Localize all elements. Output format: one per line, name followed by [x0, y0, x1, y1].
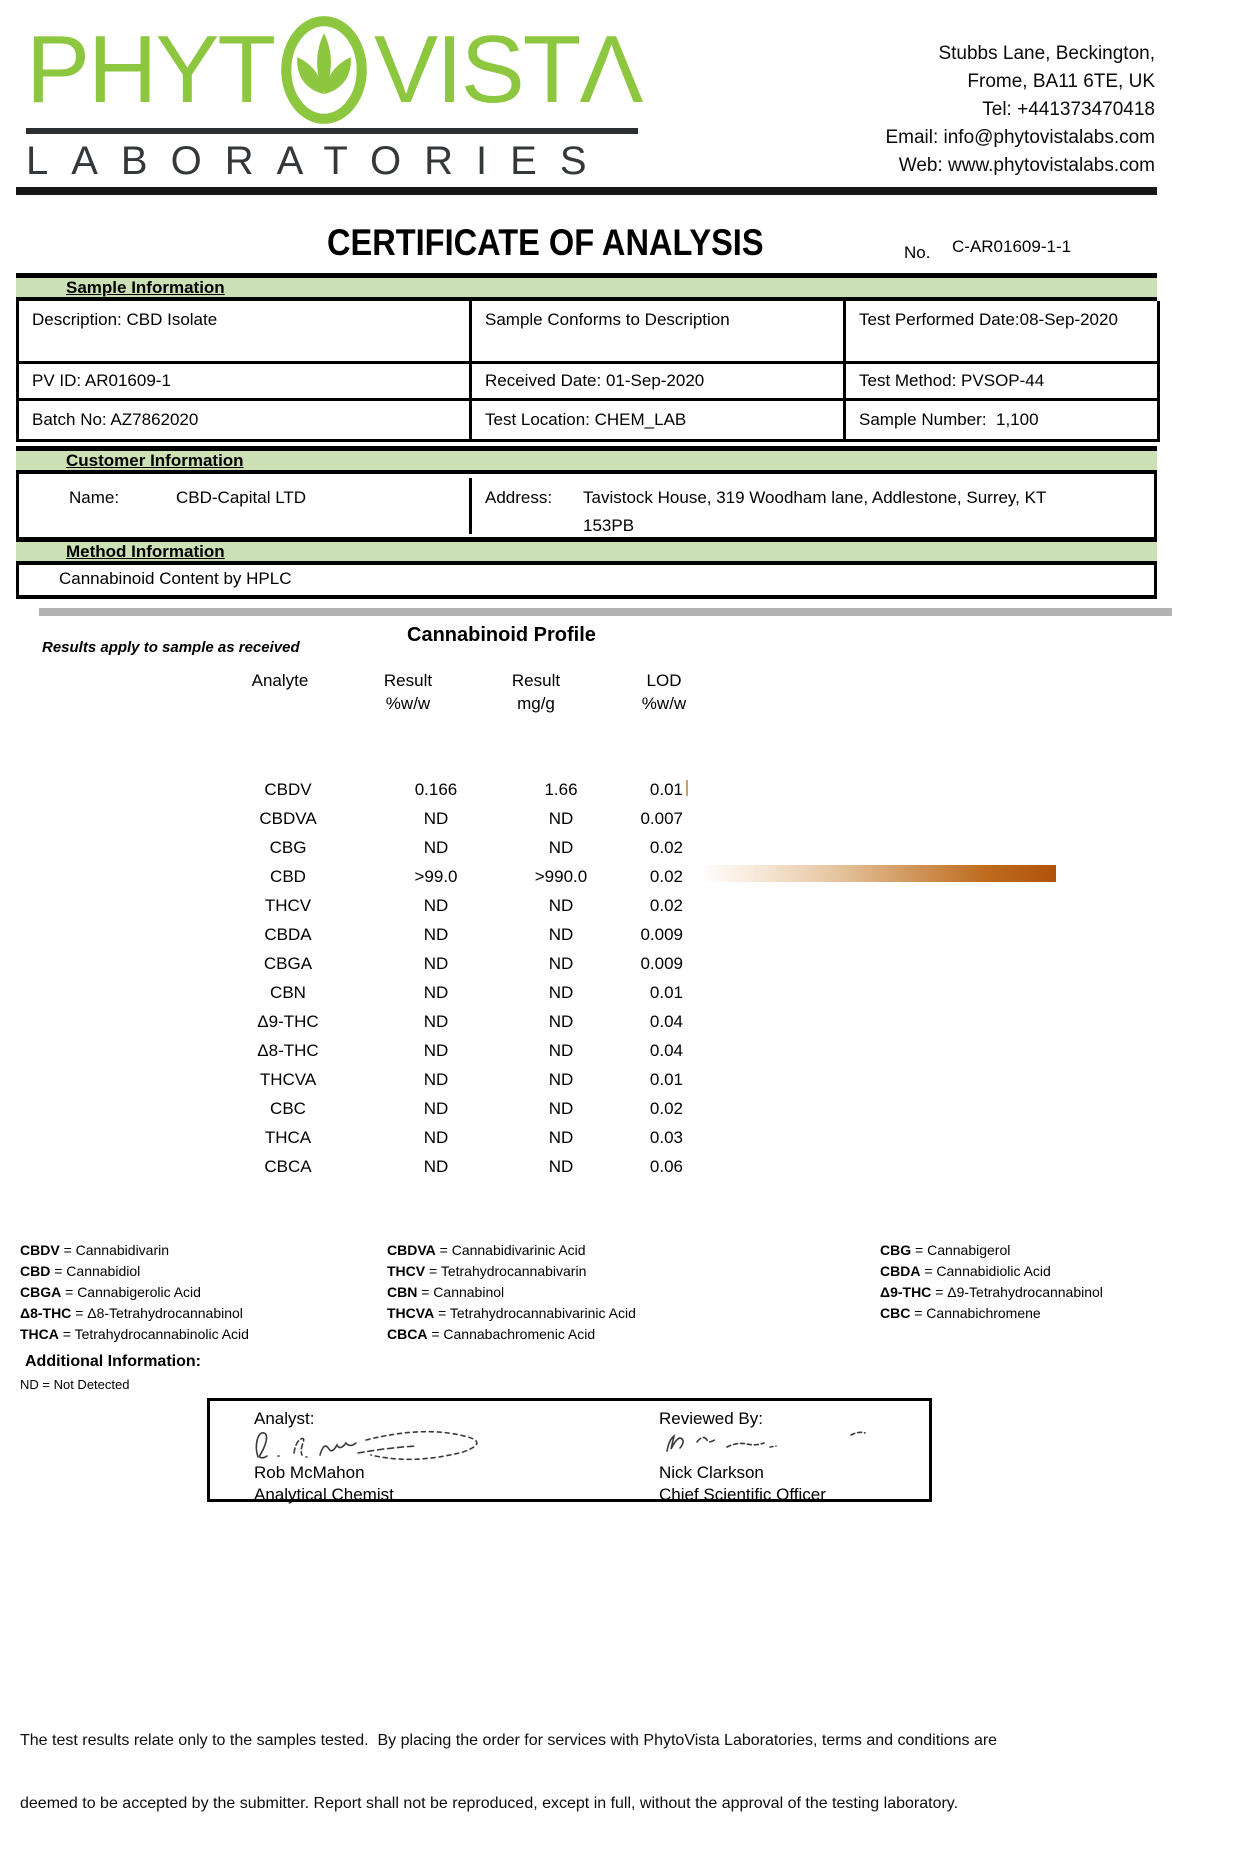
certificate-no-value: C-AR01609-1-1	[952, 237, 1072, 256]
sample-information-section	[16, 273, 1157, 442]
customer-information-header: Customer Information	[16, 446, 1157, 474]
lod-value: 0.02	[649, 867, 683, 886]
method-information-header: Method Information	[16, 537, 1157, 565]
result-mgg-value: ND	[548, 1012, 574, 1031]
column-header-analyte: Analyte	[251, 671, 309, 690]
result-row	[200, 1036, 683, 1065]
result-row	[200, 920, 683, 949]
profile-results-table	[200, 775, 683, 1181]
reviewer-signature	[655, 1427, 875, 1457]
analyte-name: CBN	[270, 983, 306, 1002]
result-pct-value: ND	[423, 983, 449, 1002]
lod-value: 0.02	[649, 838, 683, 857]
result-pct-value: >99.0	[414, 867, 458, 886]
result-row	[200, 891, 683, 920]
legend-item: Δ8-THC = Δ8-Tetrahydrocannabinol	[20, 1305, 243, 1321]
received-date-cell: Received Date: 01-Sep-2020	[471, 362, 845, 399]
analyst-job-title: Analytical Chemist	[254, 1485, 394, 1504]
result-pct-value: ND	[423, 809, 449, 828]
method-information-section	[16, 537, 1157, 599]
customer-box-divider	[469, 478, 472, 534]
result-mgg-value: ND	[548, 896, 574, 915]
certificate-no-label: No.	[904, 243, 931, 262]
footer-line-1: The test results relate only to the samples tested. By placing the order for services with PhytoVista Laboratories, terms and conditions are	[20, 1732, 998, 1749]
analyst-signature	[248, 1423, 508, 1467]
legend-item: CBCA = Cannabachromenic Acid	[387, 1326, 596, 1342]
signoff-box	[207, 1398, 932, 1502]
result-pct-value: ND	[423, 896, 449, 915]
legend-item: CBGA = Cannabigerolic Acid	[20, 1284, 201, 1300]
result-pct-value: ND	[423, 1012, 449, 1031]
sample-number-cell: Sample Number: 1,100	[845, 399, 1159, 440]
analyte-name: Δ8-THC	[257, 1041, 319, 1060]
cbd-highlight-gradient-bar	[700, 865, 1056, 882]
table-row	[18, 362, 1159, 399]
result-row	[200, 949, 683, 978]
result-row	[200, 1123, 683, 1152]
logo-wordmark	[26, 16, 642, 124]
legend-item: THCV = Tetrahydrocannabivarin	[387, 1263, 587, 1279]
contact-line: Frome, BA11 6TE, UK	[967, 71, 1155, 92]
logo-text-part3: Λ	[579, 16, 642, 123]
analyte-name: CBDVA	[259, 809, 317, 828]
lod-value: 0.009	[640, 925, 683, 944]
test-location-cell: Test Location: CHEM_LAB	[471, 399, 845, 440]
legend-item: CBD = Cannabidiol	[20, 1263, 141, 1279]
lab-contact-block	[885, 40, 1155, 180]
footer-line-2: deemed to be accepted by the submitter. Report shall not be reproduced, except in full, without the approval of the testing laboratory.	[20, 1795, 959, 1812]
additional-information-title: Additional Information:	[25, 1353, 201, 1370]
result-mgg-value: ND	[548, 925, 574, 944]
test-method-cell: Test Method: PVSOP-44	[845, 362, 1159, 399]
result-row	[200, 1065, 683, 1094]
column-header-lod: LOD %w/w	[641, 671, 687, 713]
legend-item: THCA = Tetrahydrocannabinolic Acid	[20, 1326, 249, 1342]
result-mgg-value: ND	[548, 838, 574, 857]
legend-item: CBG = Cannabigerol	[880, 1242, 1011, 1258]
analyte-name: THCVA	[259, 1070, 317, 1089]
legend-item: Δ9-THC = Δ9-Tetrahydrocannabinol	[880, 1284, 1103, 1300]
result-mgg-value: ND	[548, 954, 574, 973]
result-mgg-value: ND	[548, 1070, 574, 1089]
column-header-result-pct: Result %w/w	[383, 671, 433, 713]
legend-item: CBC = Cannabichromene	[880, 1305, 1041, 1321]
profile-table-header	[200, 669, 712, 715]
analyte-name: Δ9-THC	[257, 1012, 319, 1031]
contact-line: Stubbs Lane, Beckington,	[938, 43, 1155, 64]
sample-information-header: Sample Information	[16, 273, 1157, 301]
lod-value: 0.04	[649, 1012, 683, 1031]
analyte-name: CBC	[270, 1099, 306, 1118]
table-row	[18, 399, 1159, 440]
customer-information-section	[16, 446, 1157, 541]
result-mgg-value: ND	[548, 1099, 574, 1118]
phytovista-logo	[26, 16, 642, 183]
result-pct-value: ND	[423, 1070, 449, 1089]
result-pct-value: ND	[423, 1099, 449, 1118]
nd-definition-note: ND = Not Detected	[20, 1377, 130, 1392]
profile-title: Cannabinoid Profile	[407, 624, 596, 646]
result-row	[200, 833, 683, 862]
result-mgg-value: ND	[548, 1041, 574, 1060]
result-row	[200, 978, 683, 1007]
certificate-title: CERTIFICATE OF ANALYSIS	[327, 222, 764, 263]
result-mgg-value: 1.66	[544, 780, 578, 799]
analyst-name: Rob McMahon	[254, 1463, 365, 1482]
lod-value: 0.009	[640, 954, 683, 973]
reviewed-by-label: Reviewed By:	[659, 1409, 763, 1428]
result-row	[200, 775, 683, 804]
abbreviation-legend-col2	[387, 1240, 636, 1345]
result-pct-value: ND	[423, 838, 449, 857]
lod-value: 0.03	[649, 1128, 683, 1147]
legend-item: THCVA = Tetrahydrocannabivarinic Acid	[387, 1305, 636, 1321]
analyte-name: CBDV	[264, 780, 312, 799]
contact-line: Tel: +441373470418	[982, 99, 1155, 120]
lod-value: 0.01	[649, 983, 683, 1002]
result-row	[200, 1152, 683, 1181]
legend-item: CBDVA = Cannabidivarinic Acid	[387, 1242, 586, 1258]
contact-line: Web: www.phytovistalabs.com	[898, 155, 1155, 176]
leaf-icon	[278, 16, 370, 124]
sample-description-cell: Description: CBD Isolate	[18, 301, 471, 362]
result-pct-value: ND	[423, 925, 449, 944]
lod-value: 0.02	[649, 1099, 683, 1118]
legend-item: CBDA = Cannabidiolic Acid	[880, 1263, 1051, 1279]
result-row	[200, 862, 683, 891]
result-mgg-value: >990.0	[534, 867, 588, 886]
lod-value: 0.007	[640, 809, 683, 828]
contact-line: Email: info@phytovistalabs.com	[885, 127, 1155, 148]
result-mgg-value: ND	[548, 809, 574, 828]
table-row	[18, 301, 1159, 362]
analyte-name: CBDA	[264, 925, 312, 944]
customer-information-box	[16, 474, 1157, 541]
method-value: Cannabinoid Content by HPLC	[59, 569, 292, 588]
analyte-name: CBD	[270, 867, 306, 886]
logo-subtitle: LABORATORIES	[26, 128, 638, 183]
result-mgg-value: ND	[548, 1157, 574, 1176]
result-mgg-value: ND	[548, 983, 574, 1002]
method-information-box	[16, 565, 1157, 599]
result-pct-value: 0.166	[414, 780, 458, 799]
analyte-name: CBGA	[263, 954, 313, 973]
batch-no-cell: Batch No: AZ7862020	[18, 399, 471, 440]
customer-name-label: Name:	[69, 488, 120, 507]
pv-id-cell: PV ID: AR01609-1	[18, 362, 471, 399]
lod-value: 0.06	[649, 1157, 683, 1176]
section-divider-bar	[39, 608, 1172, 616]
reviewer-job-title: Chief Scientific Officer	[659, 1485, 826, 1504]
result-pct-value: ND	[423, 1157, 449, 1176]
logo-text-part2: VIST	[374, 16, 580, 123]
result-mgg-value: ND	[548, 1128, 574, 1147]
lod-value: 0.02	[649, 896, 683, 915]
analyte-name: CBG	[269, 838, 307, 857]
customer-name-value: CBD-Capital LTD	[176, 488, 307, 507]
result-pct-value: ND	[423, 954, 449, 973]
result-row	[200, 1094, 683, 1123]
text-cursor-artifact	[686, 780, 688, 796]
legend-item: CBN = Cannabinol	[387, 1284, 505, 1300]
lod-value: 0.01	[649, 780, 683, 799]
reviewer-name: Nick Clarkson	[659, 1463, 764, 1482]
analyte-name: THCV	[264, 896, 312, 915]
column-header-result-mgg: Result mg/g	[511, 671, 561, 713]
result-pct-value: ND	[423, 1041, 449, 1060]
abbreviation-legend-col3	[880, 1240, 1103, 1324]
customer-address-value: Tavistock House, 319 Woodham lane, Addlestone, Surrey, KT 153PB	[583, 488, 1047, 535]
analyte-name: CBCA	[264, 1157, 312, 1176]
customer-address-label: Address:	[485, 488, 553, 507]
logo-text-part1: PHYT	[26, 16, 275, 123]
legend-item: CBDV = Cannabidivarin	[20, 1242, 170, 1258]
footer-disclaimer	[20, 1688, 1230, 1856]
results-note: Results apply to sample as received	[42, 639, 300, 656]
header-divider-rule	[16, 187, 1157, 195]
sample-information-table	[16, 301, 1160, 442]
lod-value: 0.01	[649, 1070, 683, 1089]
result-row	[200, 1007, 683, 1036]
sample-conforms-cell: Sample Conforms to Description	[471, 301, 845, 362]
result-pct-value: ND	[423, 1128, 449, 1147]
result-row	[200, 804, 683, 833]
analyst-label: Analyst:	[254, 1409, 315, 1428]
lod-value: 0.04	[649, 1041, 683, 1060]
test-performed-date-cell: Test Performed Date:08-Sep-2020	[845, 301, 1159, 362]
analyte-name: THCA	[264, 1128, 312, 1147]
abbreviation-legend-col1	[20, 1240, 249, 1345]
